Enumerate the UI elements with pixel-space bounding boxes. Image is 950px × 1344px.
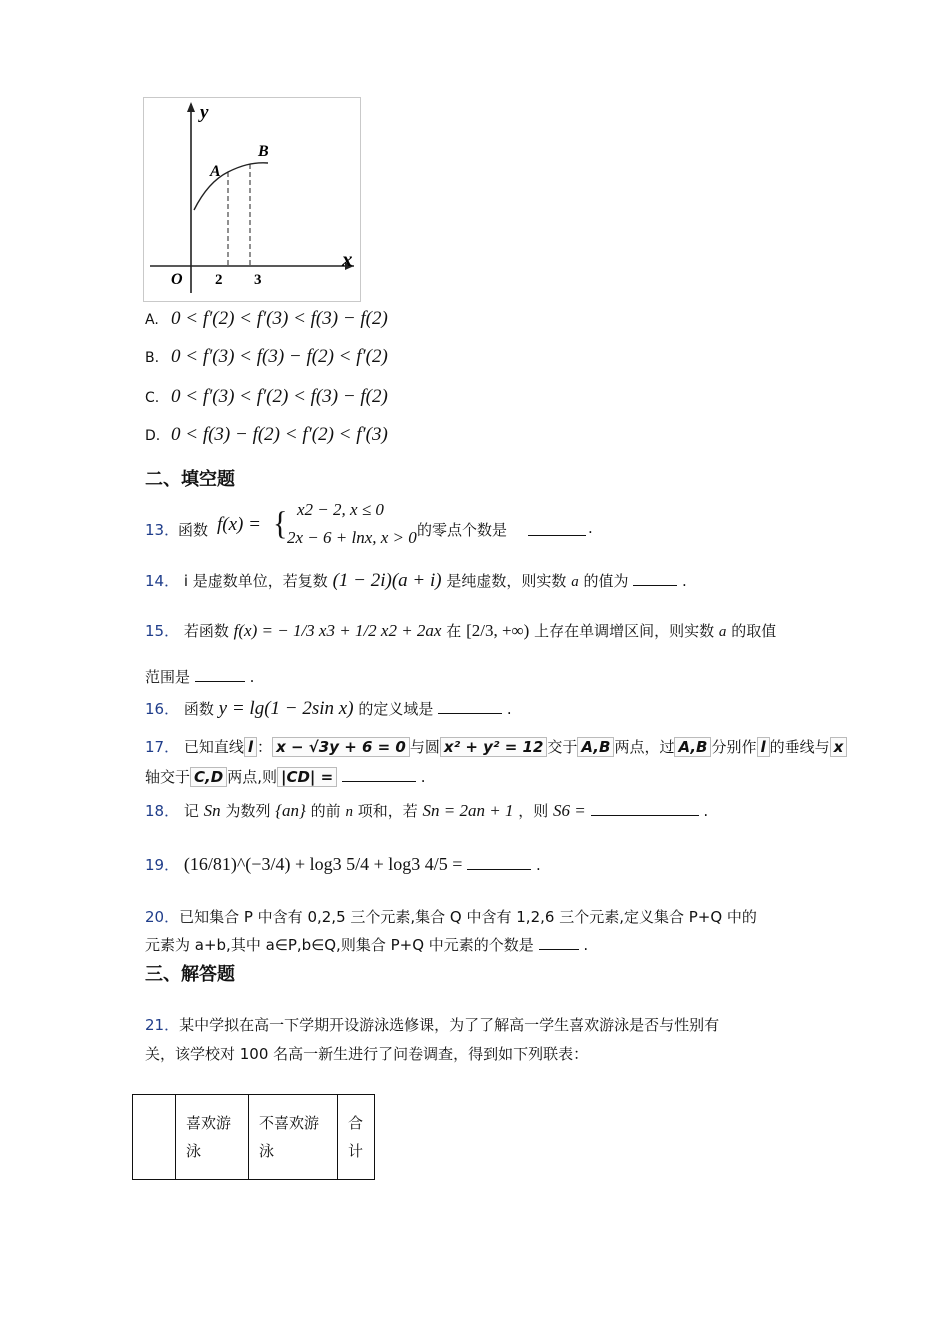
math-variable: a [571,574,579,590]
table-header-cell: 合计 [338,1095,375,1180]
math-expression: y = lg(1 − 2sin x) [218,698,354,719]
question-number: 19． [145,856,180,874]
x-axis-label: x [342,247,353,271]
question-text: 交于 [547,738,578,756]
question-text: . [420,768,426,786]
option-letter: C. [145,390,160,406]
question-text: 已知集合 P 中含有 0,2,5 三个元素,集合 Q 中含有 1,2,6 三个元素,定义集合 P+Q 中的 [179,908,757,926]
math-interval: [2/3, +∞) [466,621,530,640]
question-text: . [588,519,593,537]
math-line-l: l [757,737,770,757]
math-points-cd: C,D [190,767,227,787]
question-text: 项和，若 [357,802,418,820]
question-text: 分别作 [711,738,757,756]
math-expression: (16/81)^(−3/4) + log3 5/4 + log3 4/5 = [183,854,463,874]
answer-blank[interactable] [438,699,502,714]
question-15-line-2 [145,666,254,687]
answer-blank[interactable] [539,935,579,950]
question-text: 已知直线 [183,738,244,756]
option-letter: D. [145,428,161,444]
option-c[interactable] [145,386,388,408]
question-text: 与圆 [409,738,440,756]
question-number: 16． [145,700,180,718]
question-text: 在 [446,622,462,640]
question-text: 的定义域是 [358,700,434,718]
question-text: 为数列 [225,802,271,820]
question-text: 轴交于 [145,768,191,786]
origin-label: O [171,271,183,288]
question-text: 的取值 [731,622,777,640]
question-number: 21． [145,1016,180,1034]
answer-blank[interactable] [633,571,677,586]
math-variable: a [718,624,727,640]
math-relation: Sn = 2an + 1 [422,801,514,820]
contingency-table [132,1094,375,1180]
y-axis-label: y [200,102,209,123]
question-text: 的零点个数是 [417,521,508,539]
math-line-l: l [244,737,257,757]
question-text: ： [257,738,273,756]
math-s6: S6 = [553,801,586,820]
answer-blank[interactable] [342,767,416,782]
question-text: ，则 [518,802,549,820]
section-heading-solutions: 三、解答题 [145,964,235,985]
table-header-cell: 不喜欢游泳 [249,1095,338,1180]
question-text: 某中学拟在高一下学期开设游泳选修课，为了了解高一学生喜欢游泳是否与性别有 [179,1016,720,1034]
question-text: 若函数 [183,622,229,640]
question-19 [145,854,541,875]
math-variable-x: x [830,737,848,757]
question-text: 是纯虚数，则实数 [446,572,567,590]
math-sn: Sn [203,801,221,820]
math-variable: n [345,804,353,820]
math-sequence: {an} [275,801,306,820]
question-15 [145,620,776,641]
question-text: 两点，过 [614,738,675,756]
question-text: 关，该学校对 100 名高一新生进行了问卷调查，得到如下列联表： [145,1045,589,1063]
math-points-ab: A,B [577,737,614,757]
table-header-cell [133,1095,176,1180]
option-expression: 0 < f(3) − f(2) < f′(2) < f′(3) [171,424,388,445]
question-text: 的值为 [583,572,629,590]
table-header-cell: 喜欢游泳 [176,1095,249,1180]
answer-blank[interactable] [195,667,245,682]
question-text: 函数 [178,521,209,539]
question-text: 元素为 a+b,其中 a∈P,b∈Q,则集合 P+Q 中元素的个数是 [145,936,534,954]
answer-blank[interactable] [528,521,586,536]
question-17-line-2 [145,766,426,787]
question-text: i 是虚数单位，若复数 [183,572,328,590]
question-17 [145,736,847,757]
option-b[interactable] [145,346,388,368]
math-expression: f(x) = − 1/3 x3 + 1/2 x2 + 2ax [233,621,442,640]
question-text: . [535,856,541,874]
function-curve [194,163,268,210]
math-points-ab: A,B [674,737,711,757]
question-text: 的前 [310,802,341,820]
option-expression: 0 < f′(3) < f(3) − f(2) < f′(2) [171,346,388,367]
point-b-label: B [258,143,269,160]
question-text: . [682,572,687,590]
question-text: . [583,936,589,954]
option-a[interactable] [145,308,388,330]
question-text: 范围是 [145,668,191,686]
question-number: 15． [145,622,180,640]
question-text: 上存在单调增区间，则实数 [534,622,715,640]
question-text: . [249,668,255,686]
question-20-line-2 [145,934,588,955]
question-16 [145,698,512,720]
math-expression: f(x) = [217,514,261,535]
question-text: 记 [183,802,199,820]
question-text: . [506,700,512,718]
answer-blank[interactable] [467,855,531,870]
case-1: x2 − 2, x ≤ 0 [297,500,384,519]
question-number: 17． [145,738,180,756]
question-21 [145,1014,719,1035]
option-letter: A. [145,312,159,328]
math-circle-equation: x² + y² = 12 [440,737,548,757]
question-number: 20． [145,908,180,926]
option-expression: 0 < f′(3) < f′(2) < f(3) − f(2) [171,386,388,407]
case-2: 2x − 6 + lnx, x > 0 [287,528,417,547]
math-expression: (1 − 2i)(a + i) [332,570,442,591]
table-header-row [133,1095,375,1180]
math-line-equation: x − √3y + 6 = 0 [272,737,410,757]
question-14 [145,570,687,592]
option-d[interactable] [145,424,388,446]
question-20 [145,906,757,927]
question-18 [145,800,708,821]
y-axis-arrow-icon [187,102,195,112]
option-expression: 0 < f′(2) < f′(3) < f(3) − f(2) [171,308,388,329]
question-text: 函数 [183,700,214,718]
option-letter: B. [145,350,160,366]
answer-blank[interactable] [591,801,699,816]
question-number: 13． [145,521,180,539]
question-number: 18． [145,802,180,820]
tick-3-label: 3 [254,272,262,288]
function-graph-figure [143,97,361,302]
question-21-line-2 [145,1043,588,1064]
tick-2-label: 2 [215,272,223,288]
section-heading-fill-in: 二、填空题 [145,469,235,490]
question-text: 两点,则 [227,768,277,786]
point-a-label: A [210,163,221,180]
brace-icon: { [273,505,288,542]
graph-svg [144,98,360,301]
math-length-cd: |CD| = [277,767,337,787]
question-number: 14． [145,572,180,590]
question-text: 的垂线与 [769,738,830,756]
question-text: . [703,802,709,820]
